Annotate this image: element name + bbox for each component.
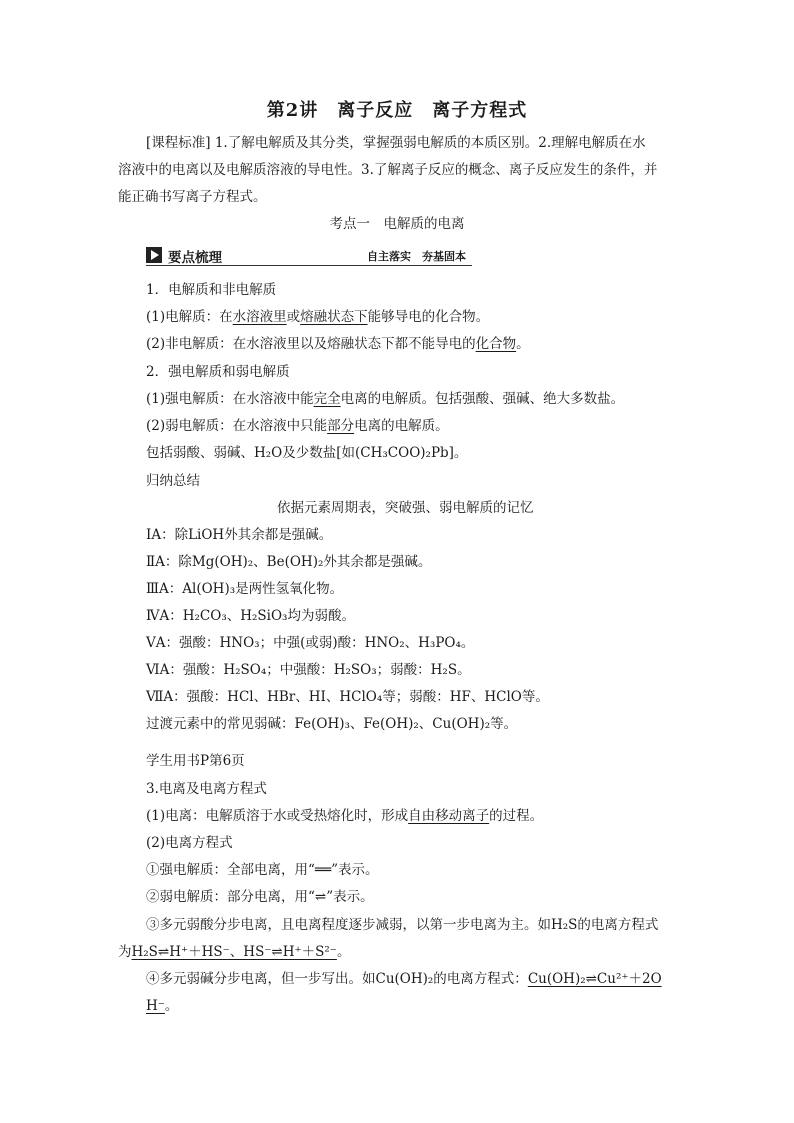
section-banner [146,246,472,266]
standard-line-3: 能正确书写离子方程式。 [118,189,267,205]
summary-item: ⅦA：强酸：HCl、HBr、HI、HClO₄等；弱酸：HF、HClO等。 [146,689,549,705]
summary-item: 过渡元素中的常见弱碱：Fe(OH)₃、Fe(OH)₂、Cu(OH)₂等。 [146,716,518,732]
s3-paragraph-3: ①强电解质：全部电离，用“══”表示。 [146,862,379,878]
section-heading-kaodian: 考点一 电解质的电离 [329,216,465,232]
play-triangle-icon [146,247,162,263]
s3-paragraph-5: ③多元弱酸分步电离，且电离程度逐步减弱，以第一步电离为主。如H₂S的电离方程式 [146,917,659,933]
s1-paragraph-2: (2)非电解质：在水溶液里以及熔融状态下都不能导电的化合物。 [146,336,530,352]
s1-heading: 1．电解质和非电解质 [146,282,277,298]
banner-title: 要点梳理 [168,250,222,266]
s3-paragraph-1: (1)电离：电解质溶于水或受热熔化时，形成自由移动离子的过程。 [146,808,544,824]
s2-heading: 2．强电解质和弱电解质 [146,364,290,380]
summary-item: ⅢA：Al(OH)₃是两性氢氧化物。 [146,581,344,597]
s3-paragraph-7: ④多元弱碱分步电离，但一步写出。如Cu(OH)₂的电离方程式：Cu(OH)₂⇌Cu²⁺＋2O [146,971,662,987]
summary-item: ⅡA：除Mg(OH)₂、Be(OH)₂外其余都是强碱。 [146,554,432,570]
page-title: 第2讲 离子反应 离子方程式 [266,100,528,121]
standard-label: [课程标准] [146,135,211,151]
s3-paragraph-8: H⁻。 [146,998,179,1014]
summary-heading: 依据元素周期表，突破强、弱电解质的记忆 [277,500,534,516]
s3-paragraph-2: (2)电离方程式 [146,835,233,851]
summary-label: 归纳总结 [146,473,200,489]
summary-item: ⅠA：除LiOH外其余都是强碱。 [146,527,333,543]
s3-paragraph-6: 为H₂S⇌H⁺＋HS⁻、HS⁻⇌H⁺＋S²⁻。 [118,944,351,960]
standard-line-1: [课程标准] 1.了解电解质及其分类，掌握强弱电解质的本质区别。2.理解电解质在水 [146,135,646,151]
summary-item: ⅤA：强酸：HNO₃；中强(或弱)酸：HNO₂、H₃PO₄。 [146,635,475,651]
page-reference: 学生用书P第6页 [146,753,245,769]
s2-paragraph-2: (2)弱电解质：在水溶液中只能部分电离的电解质。 [146,418,449,434]
summary-item: ⅥA：强酸：H₂SO₄；中强酸：H₂SO₃；弱酸：H₂S。 [146,662,471,678]
s2-paragraph-1: (1)强电解质：在水溶液中能完全电离的电解质。包括强酸、强碱、绝大多数盐。 [146,391,625,407]
s1-paragraph-1: (1)电解质：在水溶液里或熔融状态下能够导电的化合物。 [146,309,490,325]
s3-paragraph-4: ②弱电解质：部分电离，用“⇌”表示。 [146,889,374,905]
s2-paragraph-3: 包括弱酸、弱碱、H₂O及少数盐[如(CH₃COO)₂Pb]。 [146,445,468,461]
banner-subtitle: 自主落实 夯基固本 [367,250,466,263]
s3-heading: 3.电离及电离方程式 [146,781,267,797]
standard-line-2: 溶液中的电离以及电解质溶液的导电性。3.了解离子反应的概念、离子反应发生的条件，并 [118,162,658,178]
summary-item: ⅣA：H₂CO₃、H₂SiO₃均为弱酸。 [146,608,355,624]
